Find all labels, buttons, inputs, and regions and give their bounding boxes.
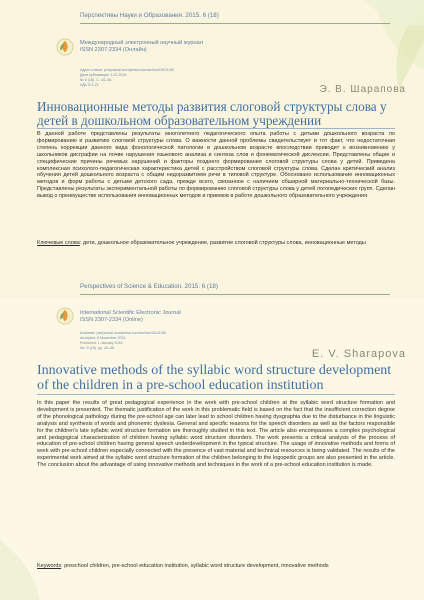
ru-keywords-text: : дети, дошкольное образовательное учреждение, развитие слоговой структуры слова, инновационные методы bbox=[79, 240, 366, 246]
en-author: E. V. Sharapova bbox=[311, 348, 406, 360]
en-keywords-text: : preschool children, pre-school education institution, syllabic word structure development, innovative methods bbox=[61, 563, 329, 569]
en-keywords bbox=[37, 563, 395, 570]
ru-keywords-label: Ключевые слова bbox=[37, 240, 80, 246]
ru-meta-line: УДК 371.21 bbox=[80, 83, 99, 87]
ru-meta bbox=[80, 68, 174, 88]
en-article-title: Innovative methods of the syllabic word structure development of the children in a pre-school education institution bbox=[37, 363, 392, 393]
ru-journal-sub1: Международный электронный научный журнал bbox=[80, 40, 203, 46]
en-title-rule bbox=[37, 394, 395, 395]
ru-meta-line: Адрес статьи: pnojournal.wordpress.com/archive15/15-06/ bbox=[80, 68, 175, 72]
en-meta-line: No. 6 (18). pp. 44–48 bbox=[80, 346, 114, 350]
ru-title-rule bbox=[37, 128, 395, 129]
ru-meta-line: Дата публикации: 1.01.2016 bbox=[80, 73, 127, 77]
ru-author: Э. В. Шарапова bbox=[319, 84, 406, 95]
en-header-divider bbox=[80, 294, 390, 295]
journal-logo-icon bbox=[56, 307, 74, 325]
en-abstract: In this paper the results of great pedagogical experience in the work with pre-school children at the syllabic word structure formation and development is presented. The thematic justification of the work in this problematic field is based on the fact that the insufficient correction degree of the phonological pathology during the pre-school age can later lead to school children having dysgraphia due to the disturbance in the linguistic analysis and synthesis of words and phonemic dyslexia. General and specific reasons for the speech disorders as well as the factors responsible for the children's late syllabic word structure formation are thoroughly studied in this text. The article also encompasses a complex psychological and pedagogical characterization of children having syllabic word structure disorders. The work presents a critical analysis of the process of education of pre-school children having general speech underdevelopment in the typical structure. The usage of innovative methods and forms of work with pre-school children especially connected with the presence of vast material and technical resources is being validated. The results of the experimental work aimed at the syllabic word structure formation of the children belonging to the logopedic groups are also presented in the article. The conclusion about the advantage of using innovative methods and techniques in the work of a pre-school education institution is made. bbox=[37, 400, 395, 469]
ru-journal-issn: ISSN 2307-2334 (Онлайн) bbox=[80, 47, 147, 53]
ru-header-divider bbox=[80, 23, 390, 24]
en-meta-line: Accepted: 8 November 2015 bbox=[80, 336, 126, 340]
ru-abstract: В данной работе представлены результаты многолетнего педагогического опыта работы с детьми дошкольного возраста по формированию и развитию слоговой структуры слова. О важности данной проблемы свидетельствует и тот факт, что недостаточная степень коррекции данного вида фонологической патологии в дошкольном возрасте впоследствии приводит к возникновению у школьников дисграфии на почве нарушения языкового анализа и синтеза слов и фонематической дислексии. Представлены общие и специфические причины речевых нарушений и факторы позднего формирования слоговой структуры слова у детей. Приведена комплексная психолого-педагогическая характеристика детей с расстройством слоговой структуры слова. Сделан критический анализ обучения детей дошкольного возраста с общим недоразвитием речи в типовой структуре. Обосновано использование инновационных методов и форм работы с детьми детского сада, прежде всего, связанное с наличием обширной материально-технической базы. Представлены результаты экспериментальной работы по формированию слоговой структуры слова у детей логопедических групп. Сделан вывод о преимуществе использования инновационных методов и приемов в работе дошкольного образовательного учреждения. bbox=[37, 131, 395, 200]
ru-keywords bbox=[37, 240, 395, 247]
ru-meta-line: № 6 (18). С. 44–48. bbox=[80, 78, 112, 82]
ru-article-title: Инновационные методы развития слоговой структуры слова у детей в дошкольном образовательном учреждении bbox=[37, 99, 387, 128]
en-keywords-label: Keywords bbox=[37, 563, 62, 569]
en-journal-title: Perspectives of Science & Education. 2015. 6 (18) bbox=[80, 283, 218, 290]
en-journal-issn: ISSN 2307-2334 (Online) bbox=[80, 317, 143, 323]
leaf-decoration-icon bbox=[0, 510, 90, 600]
journal-logo-icon bbox=[56, 38, 74, 56]
en-meta bbox=[80, 331, 166, 351]
en-meta-line: Available: psejournal.wordpress.com/archive15/15-06/ bbox=[80, 331, 167, 335]
en-meta-line: Published: 1 January 2016 bbox=[80, 341, 123, 345]
en-journal-sub1: International Scientific Electronic Journal bbox=[80, 310, 181, 316]
ru-journal-title: Перспективы Науки и Образования. 2015. 6 (18) bbox=[80, 12, 219, 19]
